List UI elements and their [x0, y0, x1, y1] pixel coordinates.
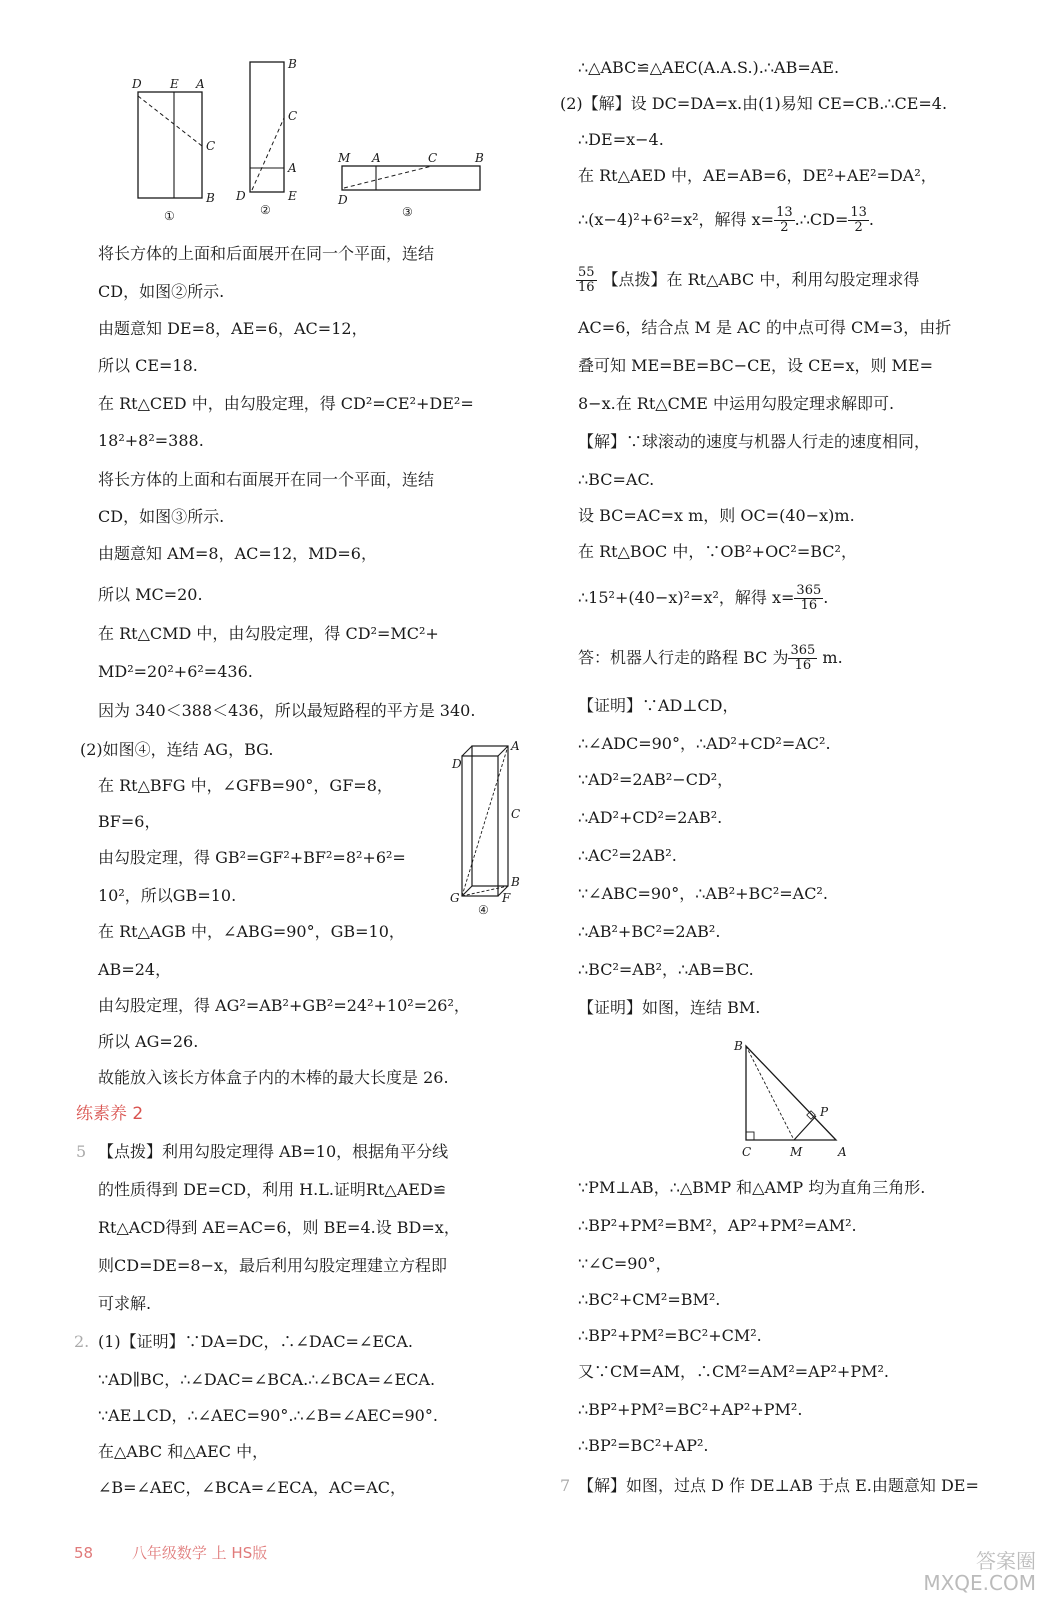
svg-text:F: F	[502, 891, 511, 905]
figure-triangle	[726, 1036, 856, 1166]
svg-text:E: E	[170, 77, 179, 91]
svg-text:M: M	[790, 1145, 803, 1159]
text-line: ∴△ABC≌△AEC(A.A.S.).∴AB=AE.	[578, 58, 840, 77]
figure-3	[337, 151, 484, 219]
text-line: ∴DE=x−4.	[578, 130, 664, 149]
svg-text:D: D	[338, 193, 348, 207]
svg-text:B: B	[511, 875, 520, 889]
text-line: 【证明】∵AD⊥CD，	[578, 696, 739, 715]
text-line: 由勾股定理，得 GB²=GF²+BF²=8²+6²=	[98, 848, 406, 867]
equation-line: ∴15²+(40−x)²=x²，解得 x= $\frac{365}{16}$ .	[578, 583, 829, 613]
question-number: 5	[76, 1142, 87, 1161]
text-line: 设 BC=AC=x m，则 OC=(40−x)m.	[578, 506, 855, 525]
text-line: 18²+8²=388.	[98, 431, 204, 450]
svg-text:E: E	[288, 189, 297, 203]
text-line: 故能放入该长方体盒子内的木棒的最大长度是 26.	[98, 1068, 449, 1087]
text-line: 【解】如图，过点 D 作 DE⊥AB 于点 E.由题意知 DE=	[578, 1476, 979, 1495]
text-line: 【点拨】利用勾股定理得 AB=10，根据角平分线	[98, 1142, 449, 1161]
text-line: ∴BC²=AB²，∴AB=BC.	[578, 960, 754, 979]
text-line: ∴∠ADC=90°，∴AD²+CD²=AC².	[578, 734, 831, 753]
text-line: 【证明】如图，连结 BM.	[578, 998, 761, 1017]
text-line: 由勾股定理，得 AG²=AB²+GB²=24²+10²=26²，	[98, 996, 470, 1015]
text-line: ∴BP²+PM²=BC²+CM².	[578, 1326, 762, 1345]
text-line: 所以 MC=20.	[98, 585, 203, 604]
watermark-line2: MXQE.COM	[923, 1571, 1036, 1595]
text-line: 在 Rt△CMD 中，由勾股定理，得 CD²=MC²+	[98, 624, 439, 643]
text-line: 由题意知 DE=8，AE=6，AC=12，	[98, 319, 368, 338]
figures-unfolded	[130, 54, 490, 224]
text-line: 在△ABC 和△AEC 中，	[98, 1442, 269, 1461]
svg-text:M: M	[338, 151, 351, 165]
text-line: ∵AE⊥CD，∴∠AEC=90°.∴∠B=∠AEC=90°.	[98, 1406, 438, 1425]
text-line: ∴AB²+BC²=2AB².	[578, 922, 721, 941]
text-line: ∵∠C=90°，	[578, 1254, 672, 1273]
book-title: 八年级数学 上 HS版	[131, 1544, 268, 1562]
text-line: ∵AD∥BC，∴∠DAC=∠BCA.∴∠BCA=∠ECA.	[98, 1370, 436, 1389]
text-line: 在 Rt△AED 中，AE=AB=6，DE²+AE²=DA²，	[578, 166, 937, 185]
text-line: 【解】∵球滚动的速度与机器人行走的速度相同，	[578, 432, 931, 451]
text-line: ∠B=∠AEC，∠BCA=∠ECA，AC=AC，	[98, 1478, 407, 1497]
text-line: ∴AD²+CD²=2AB².	[578, 808, 723, 827]
text-line: 所以 CE=18.	[98, 356, 198, 375]
text-line: 因为 340＜388＜436，所以最短路程的平方是 340.	[98, 701, 476, 720]
section-title: 练素养 2	[76, 1104, 144, 1124]
text-line: 则CD=DE=8−x，最后利用勾股定理建立方程即	[98, 1256, 448, 1275]
svg-text:B: B	[734, 1039, 743, 1053]
page-footer	[74, 1542, 267, 1563]
question-number: 2.	[74, 1332, 90, 1351]
figure-2	[235, 57, 297, 217]
text-line: ∵PM⊥AB，∴△BMP 和△AMP 均为直角三角形.	[578, 1178, 926, 1197]
text-line: 将长方体的上面和后面展开在同一个平面，连结	[98, 244, 435, 263]
svg-text:D: D	[236, 189, 246, 203]
text-line: 在 Rt△CED 中，由勾股定理，得 CD²=CE²+DE²=	[98, 394, 474, 413]
text-line: 10²，所以GB=10.	[98, 886, 237, 905]
svg-text:A: A	[288, 161, 297, 175]
svg-text:C: C	[288, 109, 298, 123]
svg-text:A: A	[196, 77, 205, 91]
svg-text:B: B	[288, 57, 297, 71]
text-line: ∵AD²=2AB²−CD²，	[578, 770, 734, 789]
text-line: AB=24，	[98, 960, 172, 979]
text-line: (1)【证明】∵DA=DC，∴∠DAC=∠ECA.	[98, 1332, 413, 1351]
text-line: Rt△ACD得到 AE=AC=6，则 BE=4.设 BD=x，	[98, 1218, 460, 1237]
svg-text:④: ④	[478, 903, 489, 917]
svg-text:B: B	[475, 151, 484, 165]
text-line: 又∵CM=AM，∴CM²=AM²=AP²+PM².	[578, 1362, 889, 1381]
text-line: MD²=20²+6²=436.	[98, 662, 253, 681]
text-line: AC=6，结合点 M 是 AC 的中点可得 CM=3，由折	[578, 318, 952, 337]
figure-4	[444, 738, 534, 918]
svg-text:②: ②	[260, 203, 271, 217]
watermark-line1: 答案圈	[976, 1549, 1036, 1573]
svg-text:D: D	[132, 77, 142, 91]
svg-text:A: A	[372, 151, 381, 165]
text-line: 将长方体的上面和右面展开在同一个平面，连结	[98, 470, 435, 489]
text-line: 可求解.	[98, 1294, 152, 1313]
text-line: 在 Rt△BFG 中，∠GFB=90°，GF=8，	[98, 776, 393, 795]
svg-text:C: C	[206, 139, 216, 153]
text-line: ∴BP²+PM²=BC²+AP²+PM².	[578, 1400, 803, 1419]
text-line: 由题意知 AM=8，AC=12，MD=6，	[98, 544, 377, 563]
svg-text:C: C	[511, 807, 521, 821]
text-line: 叠可知 ME=BE=BC−CE，设 CE=x，则 ME=	[578, 356, 934, 375]
svg-text:C: C	[742, 1145, 752, 1159]
text-line: ∴BP²=BC²+AP².	[578, 1436, 709, 1455]
text-line: ∴AC²=2AB².	[578, 846, 677, 865]
text-line: (2)如图④，连结 AG，BG.	[80, 740, 274, 759]
answer-line: 答：机器人行走的路程 BC 为 $\frac{365}{16}$ m.	[578, 643, 843, 673]
equation-line: ∴(x−4)²+6²=x²，解得 x= $\frac{13}{2}$ .∴CD= $\frac{13}{2}$ .	[578, 205, 874, 235]
svg-text:A: A	[838, 1145, 847, 1159]
question-number: 7	[560, 1476, 571, 1495]
svg-text:③: ③	[402, 205, 413, 219]
text-line: CD，如图②所示.	[98, 282, 225, 301]
svg-text:A: A	[511, 739, 520, 753]
svg-text:①: ①	[164, 209, 175, 223]
text-line: ∴BC=AC.	[578, 470, 655, 489]
q3-first-line: $\frac{55}{16}$ 【点拨】在 Rt△ABC 中，利用勾股定理求得	[578, 265, 920, 295]
svg-text:D: D	[452, 757, 462, 771]
watermark	[923, 1550, 1036, 1594]
svg-text:P: P	[820, 1105, 829, 1119]
text-line: BF=6，	[98, 812, 161, 831]
svg-text:B: B	[206, 191, 215, 205]
text-line: 8−x.在 Rt△CME 中运用勾股定理求解即可.	[578, 394, 895, 413]
text-line: 的性质得到 DE=CD，利用 H.L.证明Rt△AED≌	[98, 1180, 447, 1199]
figure-1	[131, 77, 215, 223]
text-line: CD，如图③所示.	[98, 507, 225, 526]
text-line: ∴BP²+PM²=BM²，AP²+PM²=AM².	[578, 1216, 857, 1235]
text-line: ∵∠ABC=90°，∴AB²+BC²=AC².	[578, 884, 828, 903]
text-line: (2)【解】设 DC=DA=x.由(1)易知 CE=CB.∴CE=4.	[560, 94, 948, 113]
text-line: ∴BC²+CM²=BM².	[578, 1290, 721, 1309]
text-line: 在 Rt△AGB 中，∠ABG=90°，GB=10，	[98, 922, 405, 941]
text-line: 在 Rt△BOC 中，∵OB²+OC²=BC²，	[578, 542, 857, 561]
svg-text:C: C	[428, 151, 438, 165]
svg-text:G: G	[450, 891, 460, 905]
page-number: 58	[74, 1544, 94, 1562]
text-line: 所以 AG=26.	[98, 1032, 199, 1051]
